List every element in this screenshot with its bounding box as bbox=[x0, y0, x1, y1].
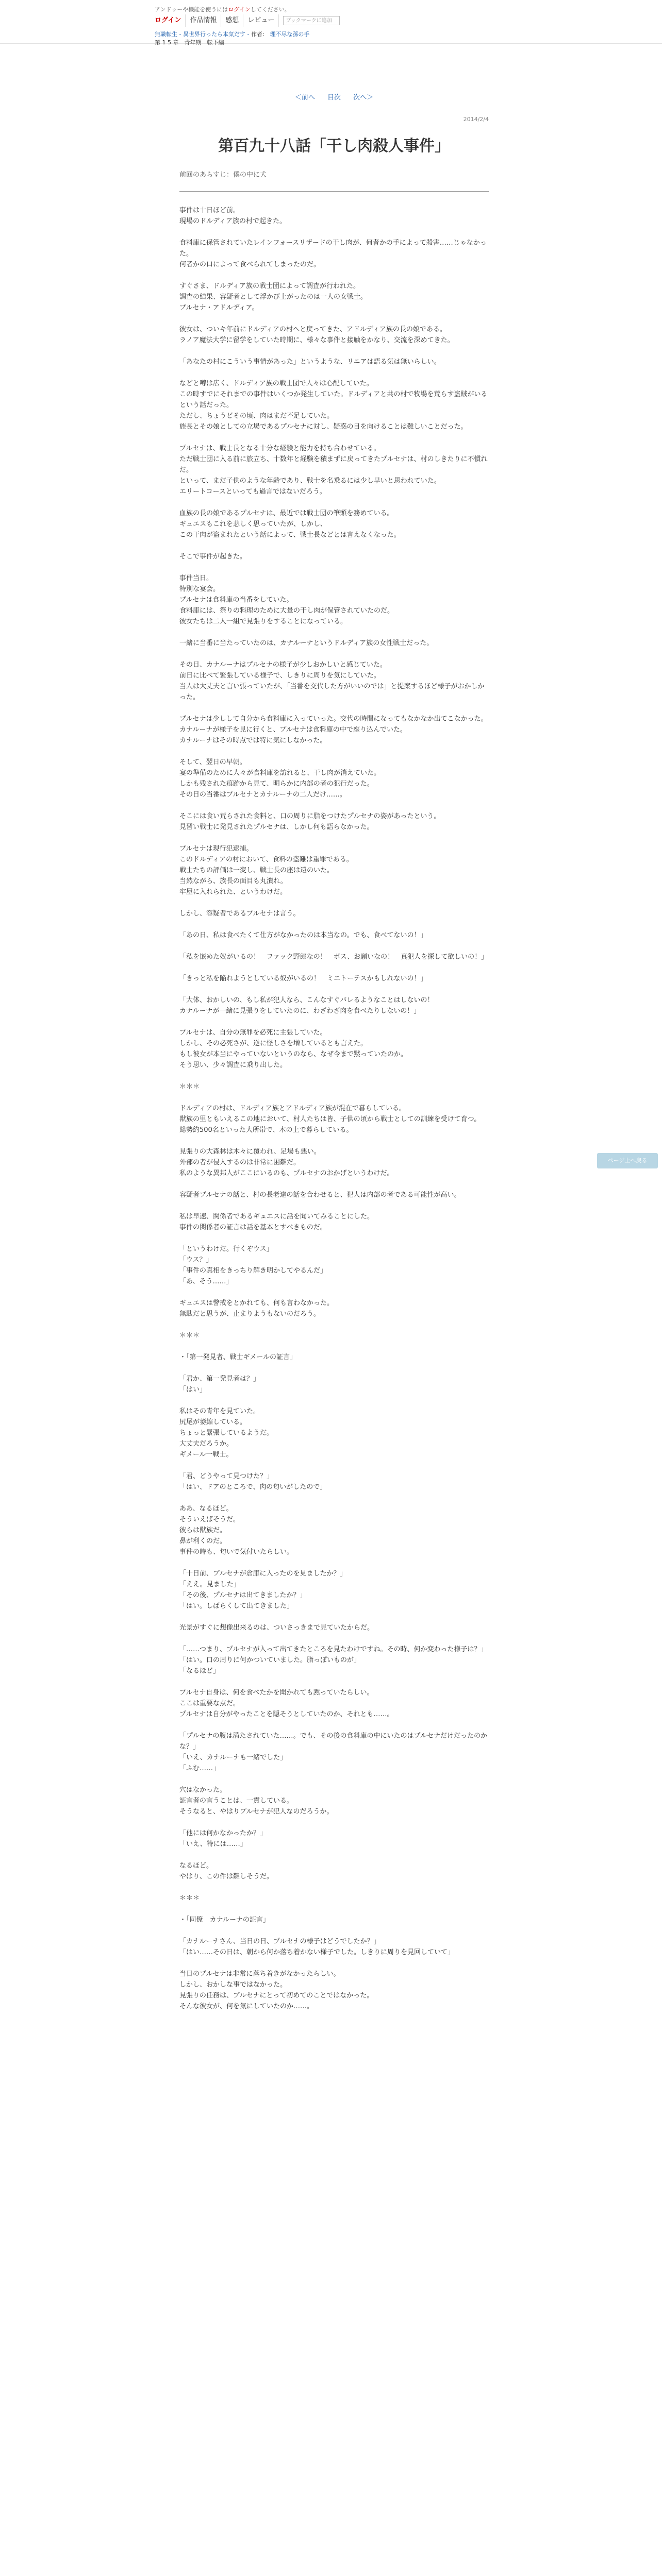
body-paragraph: 「他には何かなかったか？」 「いえ、特には……」 bbox=[179, 1829, 267, 1848]
body-paragraph: 「カナルーナさん、当日の日、プルセナの様子はどうでしたか？」 「はい……その日は、朝から何か落ち着かない様子でした。しきりに周りを見回していて」 bbox=[179, 1938, 455, 1956]
body-paragraph: 食料庫に保管されていたレインフォースリザードの干し肉が、何者かの手によって殺害……じゃなかった。 何者かの口によって食べられてしまったのだ。 bbox=[179, 239, 487, 268]
body-paragraph: その日、カナルーナはプルセナの様子が少しおかしいと感じていた。 前日に比べて緊張している様子で、しきりに周りを気にしていた。 当人は大丈夫と言い張っていたが、「当番を交代した方がいいのでは」と提案するほど様子がおかしかった。 bbox=[179, 661, 485, 701]
next-link[interactable]: 次へ＞ bbox=[353, 94, 374, 101]
body-paragraph: ドルディアの村は、ドルディア族とアドルディア族が混在で暮らしている。 獣族の里ともいえるこの地において、村人たちは皆、子供の頃から戦士としての訓練を受けて育つ。 総勢約500名といった大所帯で、木の上で暮らしている。 bbox=[179, 1105, 481, 1134]
body-paragraph: などと噂は広く、ドルディア族の戦士団で人々は心配していた。 この時すでにそれまでの事件はいくつか発生していた。ドルディアと共の村で牧場を荒らす盗賊がいるという話だった。 ただし、ちょうどその頃、肉はまだ不足していた。 族長とその娘としての立場であるプルセナに対し、疑惑の目を向けることは難しいことだった。 bbox=[179, 380, 488, 431]
body-paragraph: プルセナは、自分の無罪を必死に主張していた。 しかし、その必死さが、逆に怪しさを増しているとも言えた。 もし彼女が本当にやっていないというのなら、なぜ今まで黙っていたのか。 そう思い、少々調査に乗り出した。 bbox=[179, 1029, 408, 1069]
nav-impressions[interactable]: 感想 bbox=[221, 14, 243, 27]
body-paragraph: 当日のプルセナは非常に落ち着きがなかったらしい。 しかし、おかしな事ではなかった。 見張りの任務は、プルセナにとって初めてのことではなかった。 そんな彼女が、何を気にしていたのか……。 bbox=[179, 1970, 374, 2010]
body-paragraph: 穴はなかった。 証言者の言うことは、一貫している。 そうなると、やはりプルセナが犯人なのだろうか。 bbox=[179, 1786, 334, 1816]
notice-prefix: アンドゥーや機能を使うには bbox=[155, 6, 228, 13]
body-paragraph: ＊＊＊ bbox=[179, 1332, 200, 1340]
body-paragraph: 一緒に当番に当たっていたのは、カナルーナというドルディア族の女性戦士だった。 bbox=[179, 639, 434, 647]
site-header bbox=[0, 0, 662, 44]
toc-link[interactable]: 目次 bbox=[327, 94, 341, 101]
nav-work-info[interactable]: 作品情報 bbox=[186, 14, 221, 27]
notice-login-link[interactable]: ログイン bbox=[228, 6, 251, 13]
pager bbox=[179, 92, 489, 101]
body-paragraph: 「あなたの村にこういう事情があった」というような、リニアは語る気は無いらしい。 bbox=[179, 358, 441, 366]
nav-review[interactable]: レビュー bbox=[243, 14, 279, 27]
body-paragraph: 「君、どうやって見つけた？」 「はい、ドアのところで、肉の匂いがしたので」 bbox=[179, 1472, 327, 1491]
body-paragraph: 光景がすぐに想像出来るのは、ついさっきまで見ていたからだ。 bbox=[179, 1624, 374, 1632]
body-paragraph: 容疑者プルセナの話と、村の長老達の話を合わせると、犯人は内部の者である可能性が高い。 bbox=[179, 1191, 461, 1199]
body-paragraph: 血族の長の娘であるプルセナは、最近では戦士団の筆頭を務めている。 ギュエスもこれを悲しく思っていたが、しかし、 この干肉が盗まれたという話によって、戦士長などとは言えなくなった。 bbox=[179, 510, 401, 539]
body-paragraph: 「きっと私を陥れようとしている奴がいるの！ ミニトーテスかもしれないの！」 bbox=[179, 975, 427, 982]
novel-body bbox=[179, 205, 489, 2012]
body-paragraph: 私は早速、関係者であるギュエスに話を聞いてみることにした。 事件の関係者の証言は話を基本とすべきものだ。 bbox=[179, 1213, 374, 1231]
body-paragraph: ＊＊＊ bbox=[179, 1083, 200, 1091]
page-top-button[interactable]: ページ上へ戻る bbox=[597, 1153, 658, 1168]
breadcrumb-author-label: 作者： bbox=[251, 31, 268, 38]
body-paragraph: ＊＊＊ bbox=[179, 1894, 200, 1902]
body-paragraph: 事件当日。 特別な宴会。 プルセナは食料庫の当番をしていた。 食料庫には、祭りの料理のために大量の干し肉が保管されていたのだ。 彼女たちは二人一組で見張りをすることになっている。 bbox=[179, 574, 394, 625]
breadcrumb-author-link[interactable]: 理不尽な孫の手 bbox=[270, 31, 310, 38]
body-paragraph: しかし、容疑者であるプルセナは言う。 bbox=[179, 910, 300, 918]
nav-login[interactable]: ログイン bbox=[151, 14, 186, 27]
body-paragraph: プルセナ自身は、何を食べたかを聞かれても黙っていたらしい。 ここは重要な点だ。 プルセナは自分がやったことを隠そうとしていたのか、それとも……。 bbox=[179, 1689, 394, 1718]
novel-content bbox=[179, 46, 489, 2023]
notice-suffix: してください。 bbox=[250, 6, 290, 13]
body-paragraph: 「君か、第一発見者は？」 「はい」 bbox=[179, 1375, 260, 1394]
body-paragraph: 見張りの大森林は木々に覆われ、足場も悪い。 外部の者が侵入するのは非常に困難だ。 私のような異邦人がここにいるのも、プルセナのおかげというわけだ。 bbox=[179, 1148, 394, 1177]
body-paragraph: ・「第一発見者、戦士ギメールの証言」 bbox=[179, 1353, 296, 1361]
body-paragraph: 「……つまり、プルセナが入って出てきたところを見たわけですね。その時、何か変わった様子は？」 「はい。口の周りに何かついていました。脂っぽいものが」 「なるほど」 bbox=[179, 1646, 488, 1675]
body-paragraph: そして、翌日の早朝。 宴の準備のために人々が食料庫を訪れると、干し肉が消えていた。 しかも残された痕跡から見て、明らかに内部の者の犯行だった。 その日の当番はプルセナとカナルーナの二人だけ……。 bbox=[179, 758, 381, 799]
post-date: 2014/2/4 bbox=[463, 116, 489, 123]
body-paragraph: プルセナは現行犯逮捕。 このドルディアの村において、食料の盗難は重罪である。 戦士たちの評価は一変し、戦士長の座は遠のいた。 当然ながら、族長の面目も丸潰れ。 牢屋に入れられた、というわけだ。 bbox=[179, 845, 353, 896]
global-nav bbox=[151, 14, 340, 27]
breadcrumb-novel-link[interactable]: 無職転生 - 異世界行ったら本気だす - bbox=[155, 31, 250, 38]
body-paragraph: そこには食い荒らされた食料と、口の周りに脂をつけたプルセナの姿があったという。 見習い戦士に発見されたプルセナは、しかし何も語らなかった。 bbox=[179, 812, 441, 831]
login-notice bbox=[155, 5, 290, 13]
body-paragraph: そこで事件が起きた。 bbox=[179, 553, 247, 561]
body-paragraph: 「というわけだ。行くぞウス」 「ウス？」 「事件の真相をきっちり解き明かしてやるんだ」 「あ、そう……」 bbox=[179, 1245, 327, 1285]
breadcrumb bbox=[155, 30, 309, 38]
bookmark-input[interactable]: ブックマークに追加 bbox=[283, 16, 340, 25]
body-paragraph: すぐさま、ドルディア族の戦士団によって調査が行われた。 調査の結果、容疑者として浮かび上がったのは一人の女戦士。 プルセナ・アドルディア。 bbox=[179, 282, 368, 312]
body-paragraph: 「私を嵌めた奴がいるの！ ファック野郎なの！ ボス、お願いなの！ 真犯人を探して欲しいの！」 bbox=[179, 953, 488, 961]
body-paragraph: プルセナは、戦士長となる十分な経験と能力を持ち合わせている。 ただ戦士団に入る前に旅立ち、十数年と経験を積まずに戻ってきたプルセナは、村のしきたりに不慣れだ。 といって、まだ子供のような年齢であり、戦士を名乗るには少し早いと思われていた。 エリートコースといっても過言ではないだろう。 bbox=[179, 445, 488, 496]
episode-subtitle: 前回のあらすじ：僕の中に犬 bbox=[179, 171, 267, 179]
body-paragraph: プルセナは少しして自分から食料庫に入っていった。交代の時間になってもなかなか出てこなかった。 カナルーナが様子を見に行くと、プルセナは食料庫の中で座り込んでいた。 カナルーナはその時点では特に気にしなかった。 bbox=[179, 715, 488, 744]
body-paragraph: 彼女は、ついキ年前にドルディアの村へと戻ってきた、アドルディア族の長の娘である。 ラノア魔法大学に留学をしていた時期に、様々な事件と接触をかなり、交流を深めてきた。 bbox=[179, 326, 454, 344]
body-paragraph: 「プルセナの腹は満たされていた……。でも、その後の食料庫の中にいたのはプルセナだけだったのかな？」 「いえ、カナルーナも一緒でした」 「ふむ……」 bbox=[179, 1732, 487, 1772]
body-paragraph: 私はその青年を見ていた。 尻尾が萎縮している。 ちょっと緊張しているようだ。 大丈夫だろうか。 ギメール一戦士。 bbox=[179, 1408, 274, 1459]
divider bbox=[179, 191, 489, 192]
body-paragraph: 「あの日、私は食べたくて仕方がなかったのは本当なの。でも、食べてないの！」 bbox=[179, 931, 427, 939]
episode-title: 第百九十八話「干し肉殺人事件」 bbox=[218, 137, 450, 155]
body-paragraph: ・「同僚 カナルーナの証言」 bbox=[179, 1916, 270, 1924]
body-paragraph: ギュエスは警戒をとかれても、何も言わなかった。 無駄だと思うが、止まりようもないのだろう。 bbox=[179, 1299, 334, 1318]
body-paragraph: なるほど。 やはり、この件は難しそうだ。 bbox=[179, 1862, 274, 1880]
body-paragraph: 事件は十日ほど前。 現場のドルディア族の村で起きた。 bbox=[179, 207, 286, 225]
chapter-label: 第 1 5 章 青年期 転下編 bbox=[155, 39, 224, 46]
body-paragraph: 「大体、おかしいの、もし私が犯人なら、こんなすぐバレるようなことはしないの！ カナルーナが一緒に見張りをしていたのに、わざわざ肉を食べたりしないの！」 bbox=[179, 996, 434, 1015]
body-paragraph: ああ、なるほど。 そういえばそうだ。 彼らは獣族だ。 鼻が利くのだ。 事件の時も、匂いで気付いたらしい。 bbox=[179, 1505, 294, 1556]
prev-link[interactable]: ＜前へ bbox=[294, 94, 315, 101]
body-paragraph: 「十日前、プルセナが倉庫に入ったのを見ましたか？」 「ええ。見ました」 「その後、プルセナは出てきましたか？」 「はい。しばらくして出てきました」 bbox=[179, 1570, 347, 1610]
